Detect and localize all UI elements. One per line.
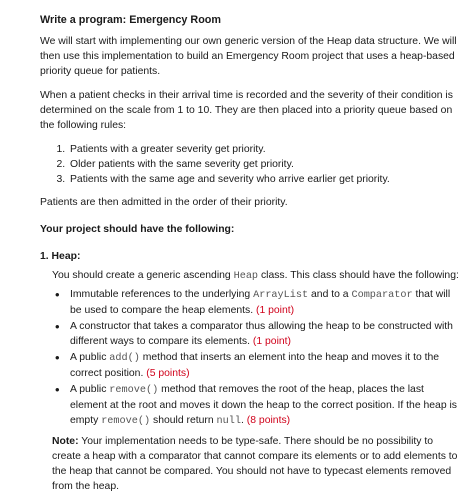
requirement-item: • A constructor that takes a comparator thus allowing the heap to be constructed with different ways to compare its elements. (1 point)	[70, 319, 460, 349]
checkin-paragraph: When a patient checks in their arrival time is recorded and the severity of their condition is determined on the scale from 1 to 10. They are then placed into a priority queue based on the following rules:	[40, 90, 453, 131]
code-heap: Heap	[233, 271, 259, 282]
intro-paragraph: We will start with implementing our own generic version of the Heap data structure. We will then use this implementation to build an Emergency Room project that uses a heap-based priority queue for patients.	[40, 36, 457, 77]
code-remove: remove()	[101, 416, 151, 427]
rule-item: 3. Patients with the same age and severity who arrive earlier get priority.	[68, 172, 460, 187]
rule-item: 1. Patients with a greater severity get priority.	[68, 142, 460, 157]
heap-intro: You should create a generic ascending Heap class. This class should have the following:	[52, 270, 459, 282]
code-comparator: Comparator	[351, 290, 413, 301]
priority-rules-list	[40, 142, 460, 187]
heap-section	[40, 249, 460, 494]
project-heading: Your project should have the following:	[40, 224, 235, 235]
points-label: (1 point)	[256, 305, 295, 316]
heap-requirements-list	[52, 287, 460, 429]
document-page	[40, 13, 460, 497]
rule-item: 2. Older patients with the same severity get priority.	[68, 157, 460, 172]
code-arraylist: ArrayList	[253, 290, 309, 301]
requirement-item: • A public add() method that inserts an element into the heap and moves it to the correct position. (5 points)	[70, 350, 460, 381]
points-label: (5 points)	[146, 368, 190, 379]
code-remove: remove()	[109, 385, 159, 396]
points-label: (1 point)	[252, 336, 292, 347]
code-null: null	[216, 416, 242, 427]
requirement-item: • A public remove() method that removes the root of the heap, places the last element at the root and moves it down the heap to the correct position. If the heap is empty remove() should return null. (8 points)	[70, 382, 460, 429]
code-add: add()	[109, 353, 140, 364]
points-label: (8 points)	[246, 415, 291, 426]
note-label: Note:	[52, 436, 79, 447]
document-title: Write a program: Emergency Room	[40, 14, 221, 26]
heap-heading: 1. Heap:	[40, 251, 81, 262]
requirement-item: • Immutable references to the underlying ArrayList and to a Comparator that will be used to compare the heap elements. (1 point)	[70, 287, 460, 318]
note-paragraph: Note: Your implementation needs to be type-safe. There should be no possibility to create a heap with a comparator that cannot compare its elements or to add elements to the heap that cannot be compared. You should not have to typecast elements removed from the heap.	[52, 436, 458, 492]
admitted-paragraph: Patients are then admitted in the order of their priority.	[40, 197, 288, 208]
heap-body	[52, 268, 460, 494]
